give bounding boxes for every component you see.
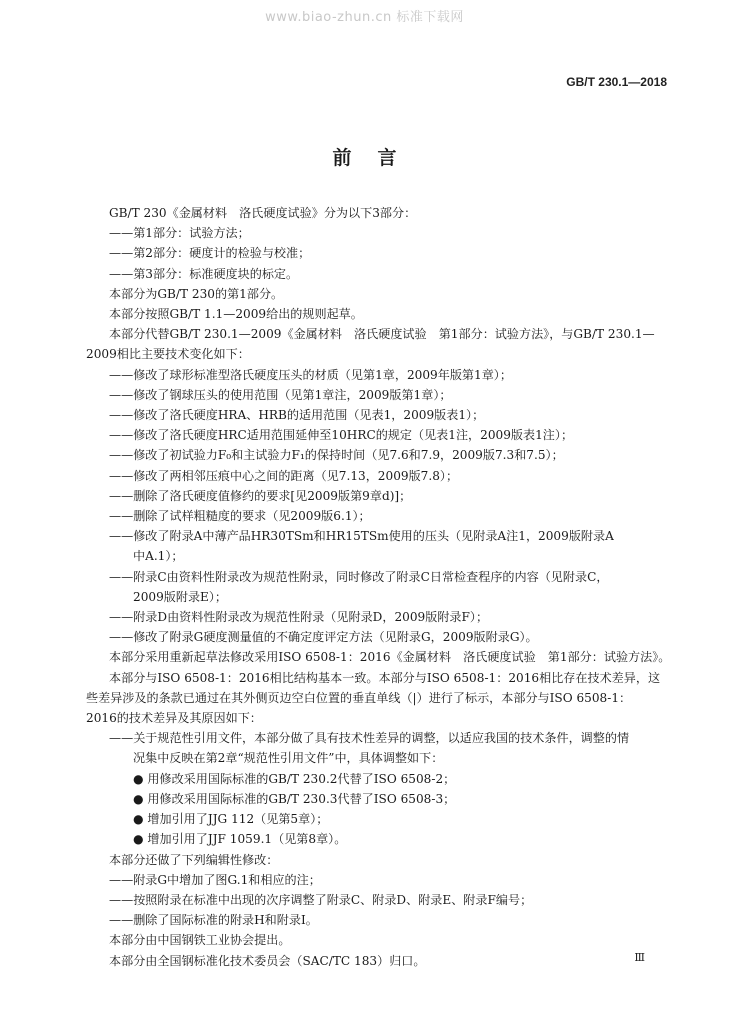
site-watermark: www.biao-zhun.cn 标准下载网 xyxy=(265,10,464,25)
paragraph-line: 本部分采用重新起草法修改采用ISO 6508-1：2016《金属材料 洛氏硬度试验 第1部分：试验方法》。 xyxy=(109,650,671,665)
dash-list-item: ——删除了洛氏硬度值修约的要求[见2009版第9章d)]； xyxy=(109,488,412,503)
dash-list-item: ——按照附录在标准中出现的次序调整了附录C、附录D、附录E、附录F编号； xyxy=(109,892,533,907)
dash-list-item: ——第1部分：试验方法； xyxy=(109,226,250,241)
dash-list-item: ——附录D由资料性附录改为规范性附录（见附录D，2009版附录F）； xyxy=(109,610,489,625)
paragraph-line: 本部分代替GB/T 230.1—2009《金属材料 洛氏硬度试验 第1部分：试验方法》，与GB/T 230.1— xyxy=(109,327,655,342)
bullet-list-item: ● 用修改采用国际标准的GB/T 230.3代替了ISO 6508-3； xyxy=(133,791,456,806)
bullet-list-item: ● 用修改采用国际标准的GB/T 230.2代替了ISO 6508-2； xyxy=(133,771,456,786)
foreword-body xyxy=(86,203,671,971)
paragraph-line: 本部分还做了下列编辑性修改： xyxy=(109,852,279,867)
dash-list-item: ——修改了两相邻压痕中心之间的距离（见7.13，2009版7.8）； xyxy=(109,468,459,483)
bullet-list-item: ● 增加引用了JJG 112（见第5章）； xyxy=(133,812,329,827)
paragraph-continuation: 2016的技术差异及其原因如下： xyxy=(86,711,262,726)
dash-list-item: ——修改了附录A中薄产品HR30TSm和HR15TSm使用的压头（见附录A注1，2009版附录A xyxy=(109,529,614,544)
dash-list-item: ——附录C由资料性附录改为规范性附录，同时修改了附录C日常检查程序的内容（见附录C， xyxy=(109,569,609,584)
list-item-continuation: 2009版附录E）； xyxy=(133,589,228,604)
dash-list-item: ——删除了试样粗糙度的要求（见2009版6.1）； xyxy=(109,509,371,524)
bullet-list-item: ● 增加引用了JJF 1059.1（见第8章）。 xyxy=(133,832,347,847)
standard-code: GB/T 230.1—2018 xyxy=(566,75,667,89)
dash-list-item: ——修改了洛氏硬度HRA、HRB的适用范围（见表1，2009版表1）； xyxy=(109,408,485,423)
dash-list-item: ——第2部分：硬度计的检验与校准； xyxy=(109,246,311,261)
dash-list-item: ——关于规范性引用文件，本部分做了具有技术性差异的调整，以适应我国的技术条件，调整的情 xyxy=(109,731,630,746)
dash-list-item: ——修改了洛氏硬度HRC适用范围延伸至10HRC的规定（见表1注，2009版表1注）； xyxy=(109,428,574,443)
dash-list-item: ——删除了国际标准的附录H和附录I。 xyxy=(109,913,318,928)
dash-list-item: ——修改了附录G硬度测量值的不确定度评定方法（见附录G，2009版附录G）。 xyxy=(109,630,538,645)
paragraph-line: 本部分由全国钢标准化技术委员会（SAC/TC 183）归口。 xyxy=(109,953,426,968)
paragraph-continuation: 些差异涉及的条款已通过在其外侧页边空白位置的垂直单线（|）进行了标示，本部分与ISO 6508-1： xyxy=(86,690,632,705)
dash-list-item: ——附录G中增加了图G.1和相应的注； xyxy=(109,872,321,887)
dash-list-item: ——修改了球形标准型洛氏硬度压头的材质（见第1章，2009年版第1章）； xyxy=(109,367,512,382)
dash-list-item: ——修改了初试验力F₀和主试验力F₁的保持时间（见7.6和7.9，2009版7.3和7.5）； xyxy=(109,448,564,463)
page-number: Ⅲ xyxy=(634,951,645,964)
paragraph-line: 本部分按照GB/T 1.1—2009给出的规则起草。 xyxy=(109,307,363,322)
dash-list-item: ——修改了钢球压头的使用范围（见第1章注，2009版第1章）； xyxy=(109,387,452,402)
paragraph-line: 本部分由中国钢铁工业协会提出。 xyxy=(109,933,291,948)
page-title: 前言 xyxy=(332,147,423,169)
paragraph-line: 本部分与ISO 6508-1：2016相比结构基本一致。本部分与ISO 6508-1：2016相比存在技术差异，这 xyxy=(109,670,661,685)
paragraph-line: GB/T 230《金属材料 洛氏硬度试验》分为以下3部分： xyxy=(109,206,417,220)
list-item-continuation: 况集中反映在第2章“规范性引用文件”中，具体调整如下： xyxy=(133,751,444,766)
dash-list-item: ——第3部分：标准硬度块的标定。 xyxy=(109,266,299,281)
paragraph-line: 本部分为GB/T 230的第1部分。 xyxy=(109,286,284,301)
list-item-continuation: 中A.1）； xyxy=(133,549,184,564)
paragraph-continuation: 2009相比主要技术变化如下： xyxy=(86,347,250,362)
